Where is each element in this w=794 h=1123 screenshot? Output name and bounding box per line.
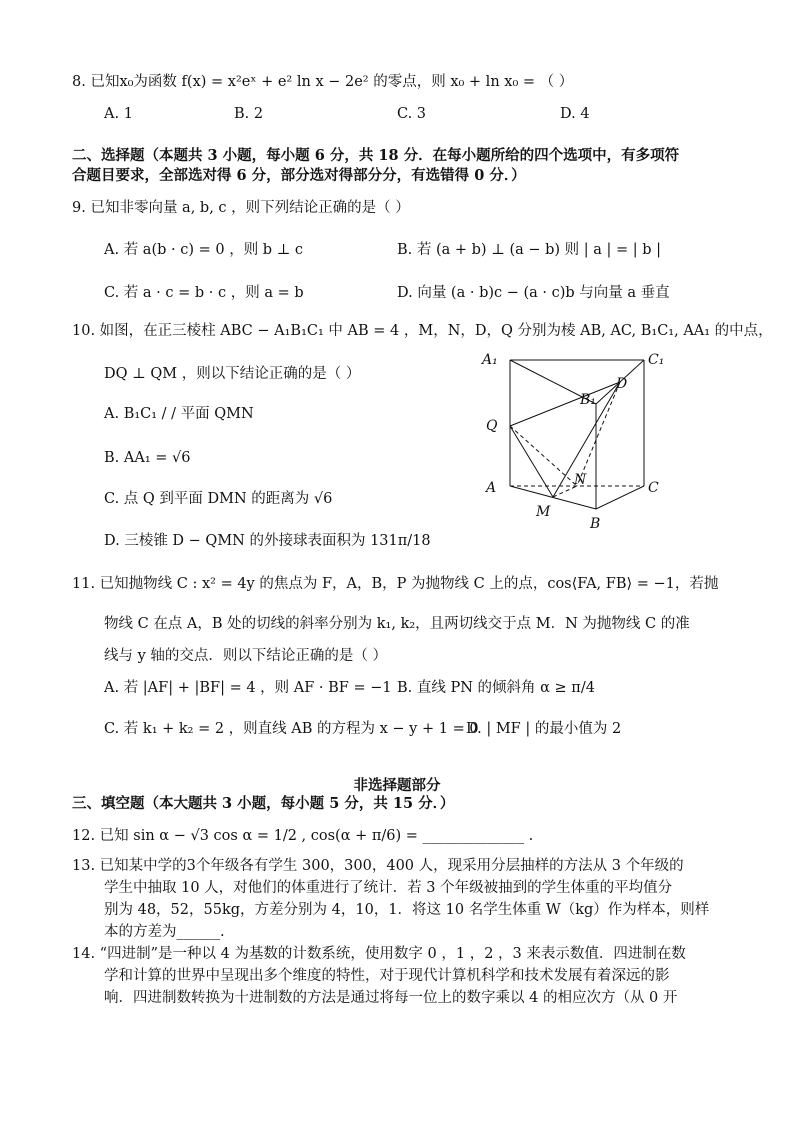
label-c1: C₁ <box>648 352 665 368</box>
section2-header-line1: 二、选择题（本题共 3 小题，每小题 6 分，共 18 分．在每小题所给的四个选项中，有多项符 <box>72 147 680 164</box>
prism-figure <box>476 344 672 536</box>
label-b: B <box>590 516 601 532</box>
q14-line2: 学和计算的世界中呈现出多个维度的特性，对于现代计算机科学和技术发展有着深远的影 <box>104 968 670 984</box>
q11-option-a: A. 若 |AF| + |BF| = 4 ，则 AF · BF = −1 <box>104 680 392 696</box>
q9-option-c: C. 若 a · c = b · c ，则 a = b <box>104 285 304 301</box>
q14-line1: 14. “四进制”是一种以 4 为基数的计数系统，使用数字 0 ，1 ，2 ，3 来表示数值．四进制在数 <box>72 946 686 962</box>
q8-stem: 8. 已知x₀为函数 f(x) = x²eˣ + e² ln x − 2e² 的零点，则 x₀ + ln x₀ = （ ） <box>72 74 574 90</box>
label-a: A <box>486 480 497 496</box>
label-a1: A₁ <box>482 352 498 368</box>
q10-stem-line1: 10. 如图，在正三棱柱 ABC − A₁B₁C₁ 中 AB = 4 ，M，N，D，Q 分别为棱 AB, AC, B₁C₁, AA₁ 的中点， <box>72 323 773 339</box>
q11-option-b: B. 直线 PN 的倾斜角 α ≥ π/4 <box>397 680 595 696</box>
q10-stem-line2: DQ ⊥ QM ，则以下结论正确的是（ ） <box>104 366 361 382</box>
q11-stem-line2: 物线 C 在点 A，B 处的切线的斜率分别为 k₁, k₂，且两切线交于点 M．N 为抛物线 C 的准 <box>104 616 690 632</box>
label-q: Q <box>486 418 498 434</box>
part2-title: 非选择题部分 <box>353 777 441 794</box>
label-c: C <box>648 480 659 496</box>
section2-header-line2: 合题目要求，全部选对得 6 分，部分选对得部分分，有选错得 0 分．） <box>72 167 526 184</box>
label-m: M <box>536 504 551 520</box>
q13-line3: 别为 48，52，55kg，方差分别为 4，10，1．将这 10 名学生体重 W（kg）作为样本，则样 <box>104 902 710 918</box>
q11-stem-line3: 线与 y 轴的交点．则以下结论正确的是（ ） <box>104 648 388 664</box>
label-d: D <box>616 376 628 392</box>
q9-option-a: A. 若 a(b · c) = 0 ，则 b ⊥ c <box>104 242 304 258</box>
q10-option-c: C. 点 Q 到平面 DMN 的距离为 √6 <box>104 491 333 507</box>
q8-option-c: C. 3 <box>397 106 427 122</box>
q9-option-b: B. 若 (a + b) ⊥ (a − b) 则 | a | = | b | <box>397 242 662 258</box>
segment-q-n <box>510 426 577 486</box>
label-b1: B₁ <box>580 392 596 408</box>
q12-stem: 12. 已知 sin α − √3 cos α = 1/2 , cos(α + π/6) = ______________ . <box>72 828 534 844</box>
q13-line1: 13. 已知某中学的3个年级各有学生 300，300，400 人，现采用分层抽样的方法从 3 个年级的 <box>72 858 684 874</box>
q8-option-a: A. 1 <box>104 106 133 122</box>
q11-stem-line1: 11. 已知抛物线 C : x² = 4y 的焦点为 F，A，B，P 为抛物线 C 上的点，cos⟨FA, FB⟩ = −1，若抛 <box>72 576 719 592</box>
q11-option-c: C. 若 k₁ + k₂ = 2 ，则直线 AB 的方程为 x − y + 1 = 0 <box>104 721 479 737</box>
q11-option-d: D. | MF | 的最小值为 2 <box>466 721 622 737</box>
q9-stem: 9. 已知非零向量 a, b, c ，则下列结论正确的是（ ） <box>72 200 410 216</box>
q9-option-d: D. 向量 (a · b)c − (a · c)b 与向量 a 垂直 <box>397 285 670 301</box>
q14-line3: 响．四进制数转换为十进制数的方法是通过将每一位上的数字乘以 4 的相应次方（从 0 开 <box>104 990 678 1006</box>
label-n: N <box>574 472 587 488</box>
q13-line2: 学生中抽取 10 人，对他们的体重进行了统计．若 3 个年级被抽到的学生体重的平均值分 <box>104 880 673 896</box>
q10-option-b: B. AA₁ = √6 <box>104 450 191 466</box>
q8-option-b: B. 2 <box>234 106 264 122</box>
q13-line4: 本的方差为______. <box>104 924 225 940</box>
q10-option-a: A. B₁C₁ / / 平面 QMN <box>104 406 254 422</box>
section3-header: 三、填空题（本大题共 3 小题，每小题 5 分，共 15 分．） <box>72 795 455 812</box>
edge-a-b <box>510 486 596 509</box>
q10-option-d: D. 三棱锥 D − QMN 的外接球表面积为 131π/18 <box>104 533 431 549</box>
edge-b-c <box>596 486 644 509</box>
q8-option-d: D. 4 <box>560 106 590 122</box>
